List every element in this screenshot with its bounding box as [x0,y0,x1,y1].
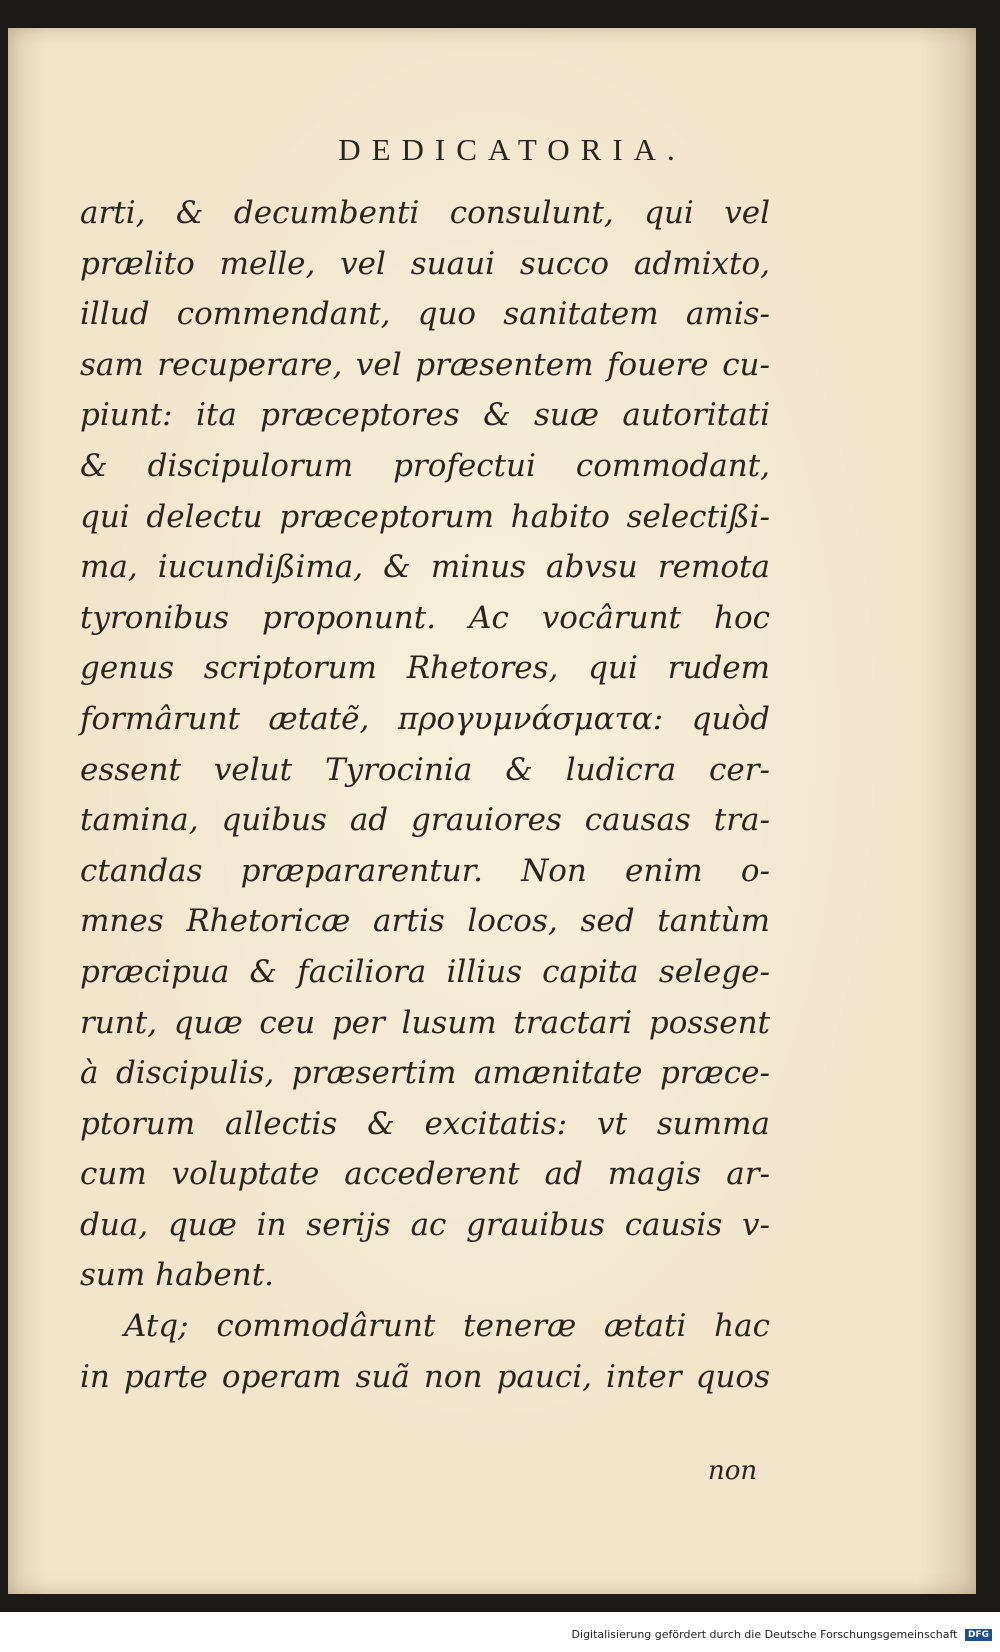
text-line: tyronibus proponunt. Ac vocârunt hoc [80,599,770,636]
text-line: formârunt ætatẽ, προγυμνάσματα: quòd [80,700,770,737]
text-line: runt, quæ ceu per lusum tractari possent [80,1004,770,1041]
funding-credit [0,1628,992,1641]
text-line: prælito melle, vel suaui succo admixto, [80,245,770,282]
text-line: dua, quæ in serijs ac grauibus causis v- [80,1206,770,1243]
text-line: in parte operam suã non pauci, inter quos [80,1358,770,1395]
text-line: piunt: ita præceptores & suæ autoritati [80,397,770,434]
text-line: à discipulis, præsertim amænitate præce- [80,1055,770,1092]
text-line: arti, & decumbenti consulunt, qui vel [80,195,770,231]
text-line: qui delectu præceptorum habito selectißi- [80,498,770,535]
text-line: mnes Rhetoricæ artis locos, sed tantùm [80,903,770,940]
text-line: ma, iucundißima, & minus abvsu remota [80,549,770,586]
text-line: Atq; commodârunt teneræ ætati hac [124,1308,770,1345]
text-line: genus scriptorum Rhetores, qui rudem [80,650,770,687]
text-line: sum habent. [80,1257,275,1294]
text-line: cum voluptate accederent ad magis ar- [80,1156,770,1193]
body-text [80,188,770,1402]
text-line: tamina, quibus ad grauiores causas tra- [80,802,770,839]
catchword: non [708,1456,758,1486]
dfg-logo-icon: DFG [965,1629,992,1641]
text-line: ptorum allectis & excitatis: vt summa [80,1105,770,1142]
running-header: DEDICATORIA. [338,132,686,167]
text-line: essent velut Tyrocinia & ludicra cer- [80,751,770,788]
text-line: illud commendant, quo sanitatem amis- [80,296,770,333]
text-line: ctandas præpararentur. Non enim o- [80,852,770,889]
text-line: & discipulorum profectui commodant, [80,447,770,484]
funding-credit-text: Digitalisierung gefördert durch die Deutsche Forschungsgemeinschaft [571,1628,958,1641]
book-page [8,28,976,1594]
text-line: sam recuperare, vel præsentem fouere cu- [80,346,770,383]
text-line: præcipua & faciliora illius capita selege- [80,953,770,990]
